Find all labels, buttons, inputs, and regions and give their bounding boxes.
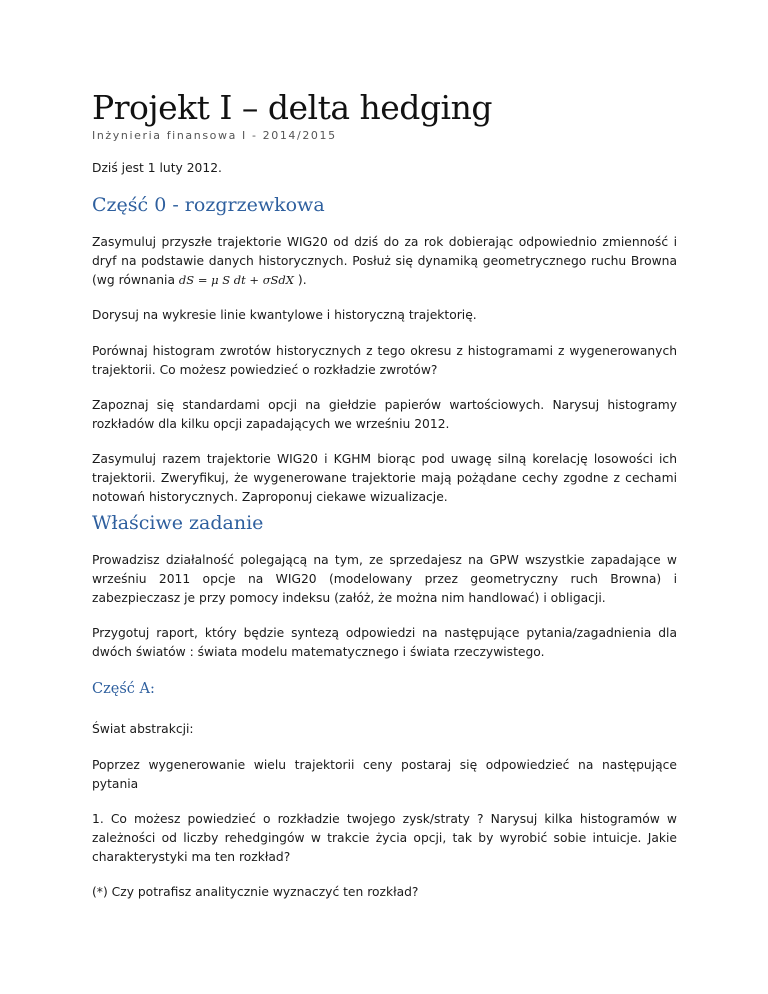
section0-paragraph-4: Zapoznaj się standardami opcji na giełdzie papierów wartościowych. Narysuj histogramy rozkładów dla kilku opcji zapadających we wrześniu 2012. <box>92 398 677 431</box>
partA-paragraph-1: Świat abstrakcji: <box>92 722 194 736</box>
section0-paragraph-3: Porównaj histogram zwrotów historycznych z tego okresu z histogramami z wygenerowanych trajektorii. Co możesz powiedzieć o rozkładzie zwrotów? <box>92 344 677 377</box>
section0-paragraph-2: Dorysuj na wykresie linie kwantylowe i historyczną trajektorię. <box>92 308 477 322</box>
partA-paragraph-4: (*) Czy potrafisz analitycznie wyznaczyć ten rozkład? <box>92 885 419 899</box>
section1-paragraph-2: Przygotuj raport, który będzie syntezą odpowiedzi na następujące pytania/zagadnienia dla dwóch światów : świata modelu matematycznego i świata rzeczywistego. <box>92 626 677 659</box>
intro-paragraph: Dziś jest 1 luty 2012. <box>92 161 222 175</box>
sde-equation: dS = μ S dt + σSdX <box>178 273 294 287</box>
section-heading-0: Część 0 - rozgrzewkowa <box>92 194 325 216</box>
document-subtitle: Inżynieria finansowa I - 2014/2015 <box>92 129 337 142</box>
section-heading-part-a: Część A: <box>92 681 155 697</box>
section0-paragraph-1 <box>92 233 677 290</box>
partA-paragraph-2: Poprzez wygenerowanie wielu trajektorii ceny postaraj się odpowiedzieć na następujące pytania <box>92 758 677 791</box>
partA-paragraph-3: 1. Co możesz powiedzieć o rozkładzie twojego zysk/straty ? Narysuj kilka histogramów w zależności od liczby rehedgingów w trakcie życia opcji, tak by wyrobić sobie intuicje. Jakie charakterystyki ma ten rozkład? <box>92 812 677 864</box>
section0-paragraph-5: Zasymuluj razem trajektorie WIG20 i KGHM biorąc pod uwagę silną korelację losowości ich trajektorii. Zweryfikuj, że wygenerowane trajektorie mają pożądane cechy zgodne z cechami notowań historycznych. Zaproponuj ciekawe wizualizacje. <box>92 452 677 504</box>
section0-p1-text: Zasymuluj przyszłe trajektorie WIG20 od dziś do za rok dobierając odpowiednio zmienność i dryf na podstawie danych historycznych. Posłuż się dynamiką geometrycznego ruchu Browna (wg równania <box>92 235 677 287</box>
section0-p1-end: ). <box>293 273 307 287</box>
document-title: Projekt I – delta hedging <box>92 88 492 127</box>
section-heading-1: Właściwe zadanie <box>92 512 264 534</box>
section1-paragraph-1: Prowadzisz działalność polegającą na tym, ze sprzedajesz na GPW wszystkie zapadające w wrześniu 2011 opcje na WIG20 (modelowany przez geometryczny ruch Browna) i zabezpieczasz je przy pomocy indeksu (załóż, że można nim handlować) i obligacji. <box>92 553 677 605</box>
